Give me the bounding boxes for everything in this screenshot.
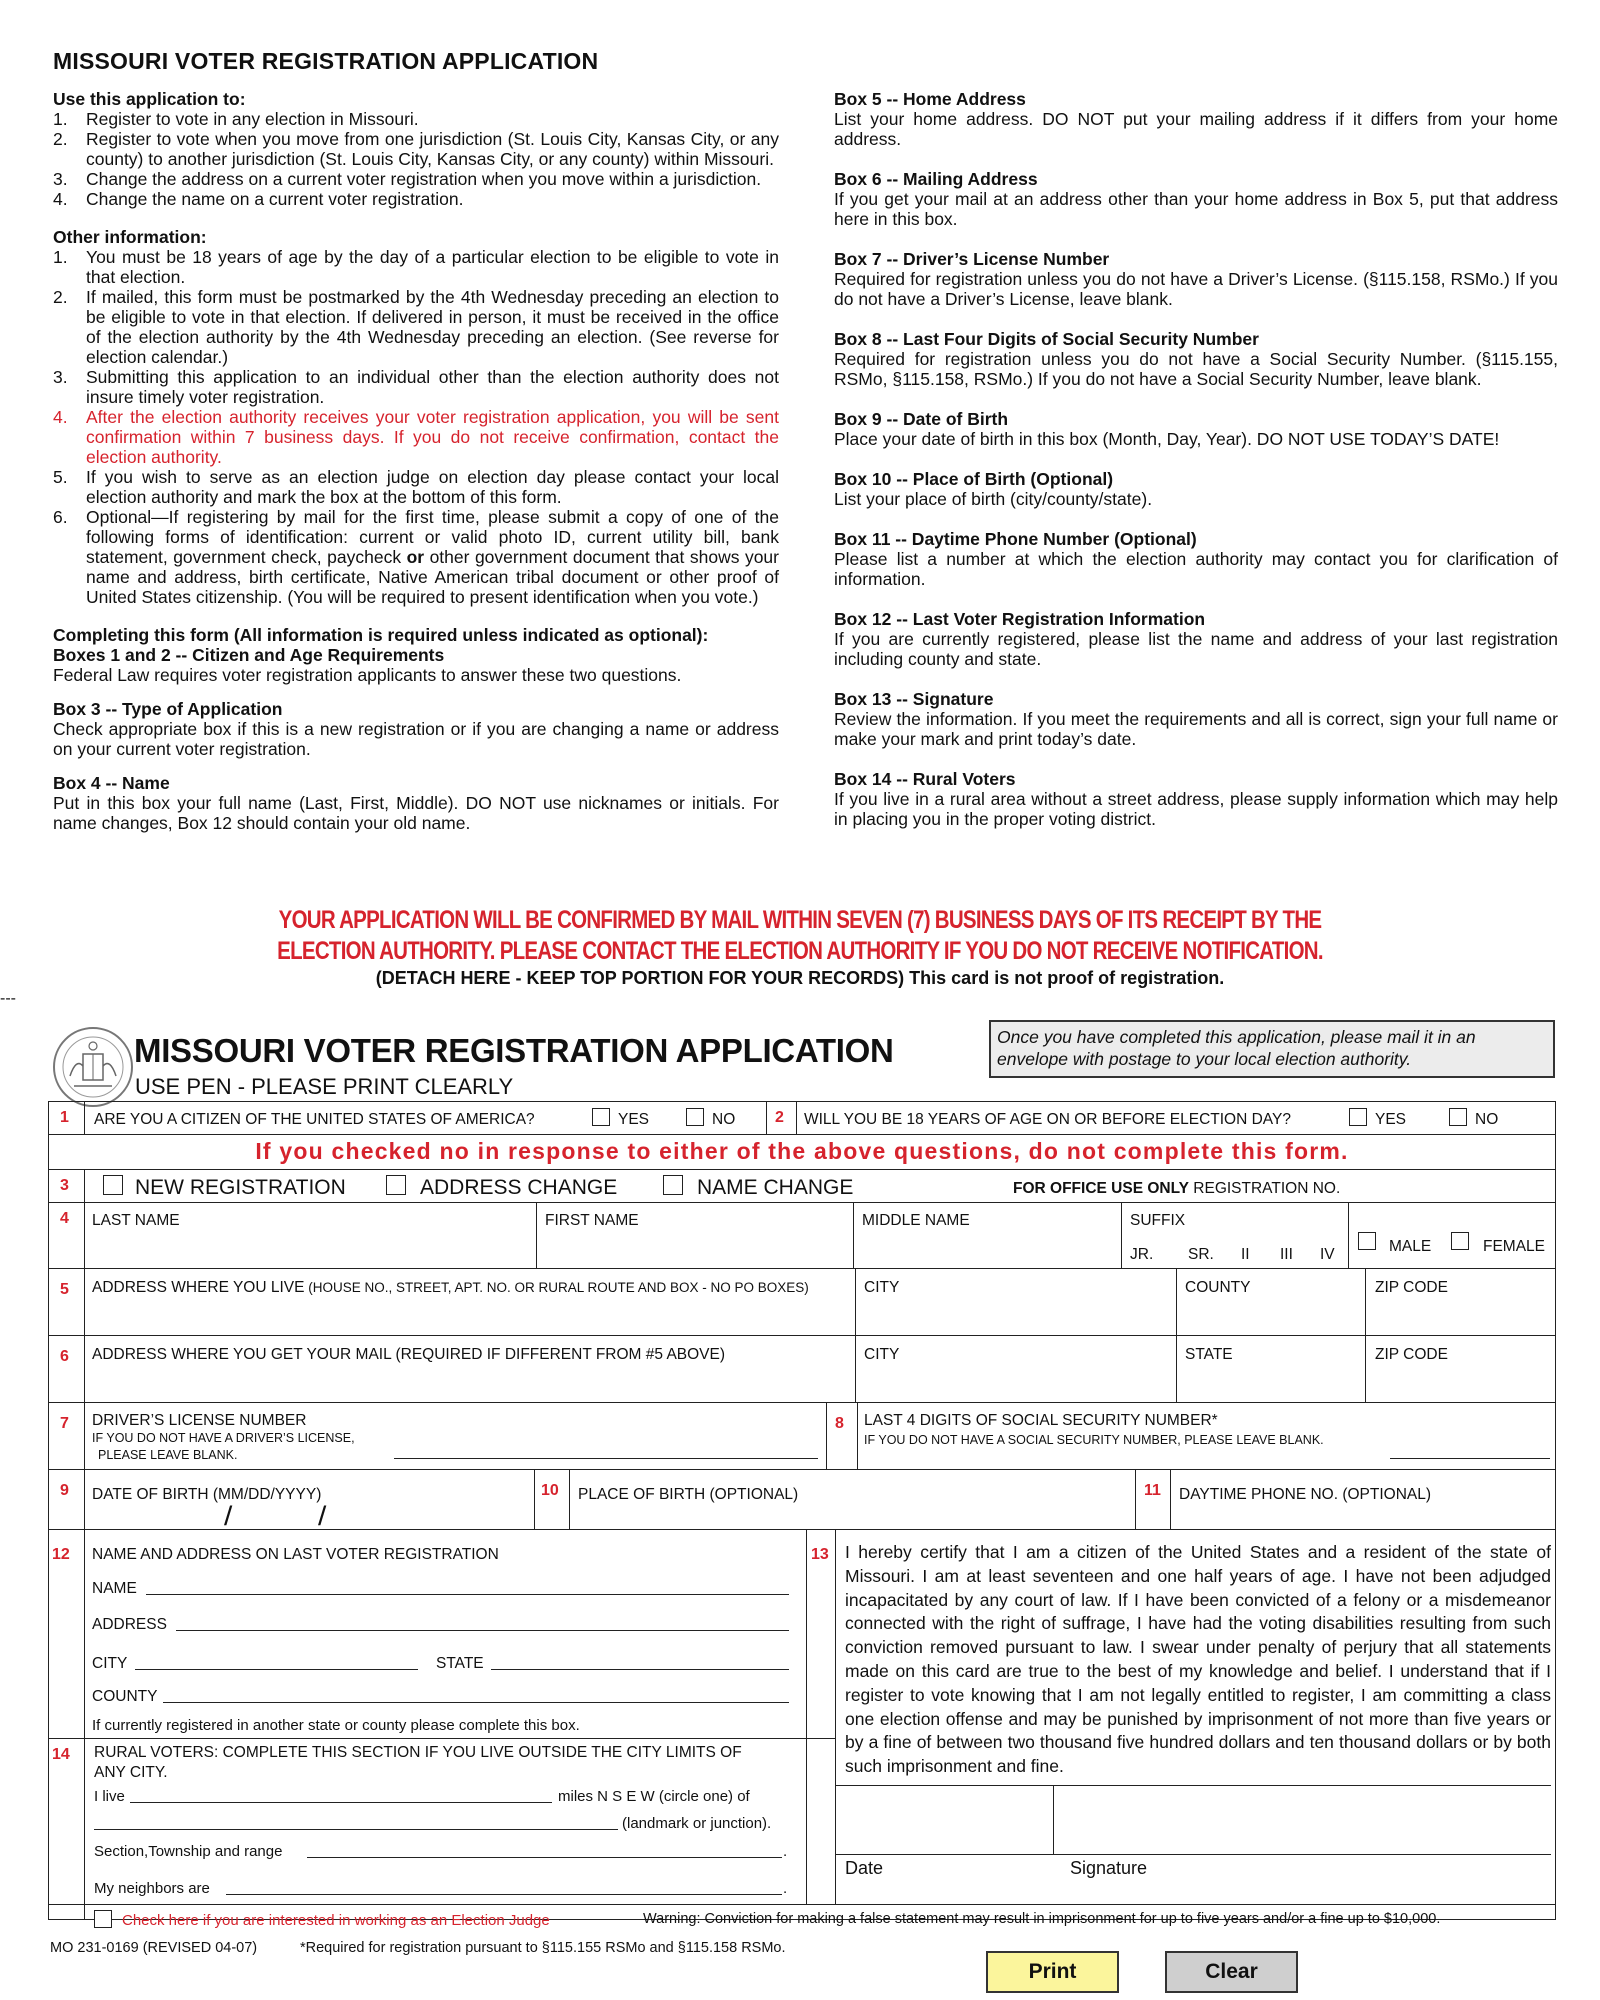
box-9-number: 9	[60, 1482, 69, 1499]
use-list-item	[53, 129, 779, 169]
ssn-label: LAST 4 DIGITS OF SOCIAL SECURITY NUMBER*	[864, 1412, 1218, 1429]
age-yes-label: YES	[1375, 1111, 1407, 1128]
notice-line-1: YOUR APPLICATION WILL BE CONFIRMED BY MAIL WITHIN SEVEN (7) BUSINESS DAYS OF ITS RECEIPT BY THE	[278, 906, 1322, 934]
miles-direction-label: miles N S E W (circle one) of	[558, 1788, 750, 1805]
last-reg-state-line[interactable]	[491, 1669, 789, 1670]
age-no-checkbox[interactable]	[1449, 1108, 1467, 1126]
place-of-birth-label: PLACE OF BIRTH (OPTIONAL)	[578, 1486, 799, 1503]
neighbors-period: .	[783, 1880, 788, 1897]
box-instruction-text: Review the information. If you meet the requirements and all is correct, sign your full name or make your mark and print today’s date.	[834, 709, 1558, 749]
other-heading: Other information:	[53, 227, 207, 247]
instructions-title: MISSOURI VOTER REGISTRATION APPLICATION	[53, 48, 599, 74]
new-registration-label: NEW REGISTRATION	[135, 1176, 346, 1199]
mailing-city-label: CITY	[864, 1346, 900, 1363]
box-instruction-heading: Box 10 -- Place of Birth (Optional)	[834, 469, 1114, 489]
female-checkbox[interactable]	[1451, 1232, 1469, 1250]
box-instruction-text: Please list a number at which the election authority may contact you for clarification of information.	[834, 549, 1558, 589]
use-item-number: 4.	[53, 189, 68, 209]
use-item-text: Change the name on a current voter registration.	[86, 189, 464, 209]
box-instruction	[834, 169, 1558, 229]
date-field[interactable]	[837, 1786, 1052, 1854]
box-3-number: 3	[60, 1177, 69, 1194]
box-instruction-text: If you live in a rural area without a street address, please supply information which may help in placing you in the proper voting district.	[834, 789, 1558, 829]
last-reg-note: If currently registered in another state or county please complete this box.	[92, 1717, 580, 1734]
box-instruction-text: If you get your mail at an address other than your home address in Box 5, put that address here in this box.	[834, 189, 1558, 229]
last-reg-name-label: NAME	[92, 1580, 137, 1597]
other-item-text: If you wish to serve as an election judge on election day please contact your local election authority and mark the box at the bottom of this form.	[86, 467, 779, 507]
home-zip-label: ZIP CODE	[1375, 1279, 1448, 1296]
citizen-no-label: NO	[712, 1111, 736, 1128]
office-use-bold: FOR OFFICE USE ONLY	[1013, 1180, 1189, 1197]
other-item-text: If mailed, this form must be postmarked by the 4th Wednesday preceding an election to be eligible to vote in that election. If delivered in person, it must be received in the office of the election authority by the 4th Wednesday preceding an election. (See reverse for election calendar.)	[86, 287, 779, 367]
use-item-text: Register to vote when you move from one jurisdiction (St. Louis City, Kansas City, or any county) to another jurisdiction (St. Louis City, Kansas City, or any county) within Missouri.	[86, 129, 779, 169]
box-5-number: 5	[60, 1281, 69, 1298]
notice-line-2: ELECTION AUTHORITY. PLEASE CONTACT THE ELECTION AUTHORITY IF YOU DO NOT RECEIVE NOTIFICATION.	[277, 937, 1323, 965]
box-10-number: 10	[541, 1482, 559, 1499]
i-live-label: I live	[94, 1788, 125, 1805]
box-instruction-text: Check appropriate box if this is a new registration or if you are changing a name or address on your current voter registration.	[53, 719, 779, 759]
citizen-no-checkbox[interactable]	[686, 1108, 704, 1126]
box-instruction-heading: Boxes 1 and 2 -- Citizen and Age Requirements	[53, 645, 445, 665]
suffix-iii[interactable]: III	[1280, 1246, 1293, 1263]
male-label: MALE	[1389, 1238, 1432, 1255]
use-list-item	[53, 189, 779, 209]
box-12-number: 12	[52, 1546, 70, 1563]
suffix-sr[interactable]: SR.	[1188, 1246, 1214, 1263]
box-instruction-text: List your home address. DO NOT put your mailing address if it differs from your home address.	[834, 109, 1558, 149]
box-instruction	[834, 469, 1558, 509]
box-instruction-text: List your place of birth (city/county/state).	[834, 489, 1153, 509]
box-6-number: 6	[60, 1348, 69, 1365]
dob-slash-2: /	[318, 1501, 327, 1532]
box-instruction-heading: Box 4 -- Name	[53, 773, 170, 793]
ssn-note: IF YOU DO NOT HAVE A SOCIAL SECURITY NUMBER, PLEASE LEAVE BLANK.	[864, 1433, 1324, 1447]
other-item-text: After the election authority receives your voter registration application, you will be sent confirmation within 7 business days. If you do not receive confirmation, contact the election authority.	[86, 407, 779, 467]
miles-input-line[interactable]	[130, 1802, 552, 1803]
certification-statement: I hereby certify that I am a citizen of the United States and a resident of the state of Missouri. I am at least seventeen and one half years of age. I have not been adjudged incapacitated by any court of law. If I have been convicted of a felony or a misdemeanor connected with the right of suffrage, I have had the voting disabilities resulting from such conviction removed pursuant to law. I swear under penalty of perjury that all statements made on this card are true to the best of my knowledge and belief. I understand that if I register to vote knowing that I am not legally entitled to register, I am committing a class one election offense and may be punished by imprisonment of not more than five years or by a fine of between two thousand five hundred dollars and ten thousand dollars or by both such imprisonment and fine.	[845, 1542, 1551, 1777]
other-item-number: 4.	[53, 407, 68, 427]
age-no-label: NO	[1475, 1111, 1499, 1128]
box-instruction-text: Required for registration unless you do not have a Social Security Number. (§115.155, RSMo, §115.158, RSMo.) If you do not have a Social Security Number, leave blank.	[834, 349, 1558, 389]
box-7-number: 7	[60, 1415, 69, 1432]
other-item-text: You must be 18 years of age by the day of a particular election to be eligible to vote in that election.	[86, 247, 779, 287]
box-instruction	[834, 529, 1558, 589]
drivers-license-note-1: IF YOU DO NOT HAVE A DRIVER’S LICENSE,	[92, 1431, 355, 1445]
rural-voters-line-1: RURAL VOTERS: COMPLETE THIS SECTION IF YOU LIVE OUTSIDE THE CITY LIMITS OF	[94, 1744, 742, 1761]
election-judge-checkbox[interactable]	[94, 1910, 112, 1928]
section-township-label: Section,Township and range	[94, 1843, 283, 1860]
mail-instructions-note: Once you have completed this application, please mail it in an envelope with postage to your local election authority.	[989, 1020, 1555, 1078]
section-period: .	[783, 1843, 788, 1860]
other-list	[53, 247, 779, 607]
other-item-emphasis: or	[406, 547, 425, 567]
last-registration-label: NAME AND ADDRESS ON LAST VOTER REGISTRATION	[92, 1546, 499, 1563]
form-number: MO 231-0169 (REVISED 04-07)	[50, 1940, 258, 1956]
box-instruction	[834, 769, 1558, 829]
citizen-yes-checkbox[interactable]	[592, 1108, 610, 1126]
box-instruction	[834, 609, 1558, 669]
dob-slash-1: /	[224, 1501, 233, 1532]
other-list-item	[53, 407, 779, 467]
box-instruction-heading: Box 11 -- Daytime Phone Number (Optional)	[834, 529, 1197, 549]
drivers-license-input-line[interactable]	[394, 1458, 818, 1459]
use-item-text: Register to vote in any election in Missouri.	[86, 109, 419, 129]
false-statement-warning: Warning: Conviction for making a false statement may result in imprisonment for up to five years and/or a fine up to $10,000.	[643, 1911, 1441, 1927]
first-name-label: FIRST NAME	[545, 1212, 639, 1229]
name-change-checkbox[interactable]	[663, 1175, 683, 1195]
last-reg-state-label: STATE	[436, 1655, 484, 1672]
box-instruction-heading: Box 6 -- Mailing Address	[834, 169, 1038, 189]
mailing-address-label: ADDRESS WHERE YOU GET YOUR MAIL (REQUIRED IF DIFFERENT FROM #5 ABOVE)	[92, 1346, 726, 1363]
box-instruction-text: Place your date of birth in this box (Month, Day, Year). DO NOT USE TODAY’S DATE!	[834, 429, 1500, 449]
other-list-item	[53, 507, 779, 607]
other-item-text-cont: other government document that shows your name and address, birth certificate, Native American tribal document or other proof of United States citizenship. (You will be required to present identification when you vote.)	[86, 547, 779, 607]
completing-heading: Completing this form (All information is required unless indicated as optional):	[53, 625, 709, 645]
suffix-ii[interactable]: II	[1241, 1246, 1250, 1263]
missouri-seal-icon	[52, 1026, 134, 1108]
office-use-label	[1013, 1180, 1340, 1198]
last-reg-name-line[interactable]	[146, 1594, 789, 1595]
use-item-text: Change the address on a current voter registration when you move within a jurisdiction.	[86, 169, 762, 189]
left-box-descriptions	[53, 645, 779, 833]
box-instruction-text: Required for registration unless you do not have a Driver’s License. (§115.158, RSMo.) If you do not have a Driver’s License, leave blank.	[834, 269, 1558, 309]
other-list-item	[53, 287, 779, 367]
box-instruction	[834, 89, 1558, 149]
detach-dashes: ---	[0, 990, 16, 1007]
other-list-item	[53, 247, 779, 287]
print-button[interactable]: Print	[986, 1951, 1119, 1993]
new-registration-checkbox[interactable]	[103, 1175, 123, 1195]
citizen-yes-label: YES	[618, 1111, 650, 1128]
landmark-label: (landmark or junction).	[622, 1815, 772, 1832]
box-instruction-text: If you are currently registered, please list the name and address of your last registration including county and state.	[834, 629, 1558, 669]
last-reg-address-line[interactable]	[176, 1630, 789, 1631]
box-instruction-text: Federal Law requires voter registration applicants to answer these two questions.	[53, 665, 682, 685]
box-instruction-heading: Box 9 -- Date of Birth	[834, 409, 1009, 429]
last-reg-county-label: COUNTY	[92, 1688, 158, 1705]
last-reg-address-label: ADDRESS	[92, 1616, 167, 1633]
citizen-question: ARE YOU A CITIZEN OF THE UNITED STATES OF AMERICA?	[94, 1111, 535, 1128]
home-address-detail: (HOUSE NO., STREET, APT. NO. OR RURAL ROUTE AND BOX - NO PO BOXES)	[304, 1280, 809, 1295]
date-label: Date	[845, 1858, 884, 1878]
detach-plain: This card is not proof of registration.	[904, 968, 1225, 988]
address-change-checkbox[interactable]	[386, 1175, 406, 1195]
home-county-label: COUNTY	[1185, 1279, 1251, 1296]
citizen-age-warning: If you checked no in response to either of the above questions, do not complete this form.	[255, 1138, 1349, 1164]
box-1-number: 1	[60, 1109, 69, 1126]
section-township-line[interactable]	[307, 1857, 782, 1858]
suffix-label: SUFFIX	[1130, 1212, 1186, 1229]
use-item-number: 3.	[53, 169, 68, 189]
box-instruction	[53, 699, 779, 759]
box-instruction-heading: Box 14 -- Rural Voters	[834, 769, 1016, 789]
clear-button[interactable]: Clear	[1165, 1951, 1298, 1993]
box-instruction-heading: Box 8 -- Last Four Digits of Social Security Number	[834, 329, 1259, 349]
home-city-label: CITY	[864, 1279, 900, 1296]
box-instruction-heading: Box 5 -- Home Address	[834, 89, 1026, 109]
use-list-item	[53, 169, 779, 189]
required-footnote: *Required for registration pursuant to §115.155 RSMo and §115.158 RSMo.	[300, 1940, 786, 1956]
box-instruction-heading: Box 13 -- Signature	[834, 689, 994, 709]
other-item-number: 6.	[53, 507, 68, 527]
mailing-state-label: STATE	[1185, 1346, 1233, 1363]
other-item-text: Optional—If registering by mail for the first time, please submit a copy of one of the following forms of identification: current or valid photo ID, current utility bill, bank statement, government check, paycheck	[86, 507, 779, 567]
last-reg-city-label: CITY	[92, 1655, 128, 1672]
rural-voters-line-2: ANY CITY.	[94, 1764, 168, 1781]
signature-label: Signature	[1070, 1858, 1148, 1878]
use-item-number: 1.	[53, 109, 68, 129]
last-reg-county-line[interactable]	[163, 1702, 789, 1703]
use-item-number: 2.	[53, 129, 68, 149]
use-heading: Use this application to:	[53, 89, 246, 109]
other-item-number: 3.	[53, 367, 68, 387]
box-instruction	[834, 249, 1558, 309]
ssn-input-line[interactable]	[1390, 1458, 1550, 1459]
signature-field[interactable]	[1055, 1786, 1549, 1854]
box-instruction-heading: Box 3 -- Type of Application	[53, 699, 283, 719]
female-label: FEMALE	[1483, 1238, 1546, 1255]
age-question: WILL YOU BE 18 YEARS OF AGE ON OR BEFORE ELECTION DAY?	[804, 1111, 1291, 1128]
registration-no-label: REGISTRATION NO.	[1188, 1180, 1341, 1197]
box-instruction-text: Put in this box your full name (Last, First, Middle). DO NOT use nicknames or initials. For name changes, Box 12 should contain your old name.	[53, 793, 779, 833]
other-item-number: 1.	[53, 247, 68, 267]
box-8-number: 8	[835, 1415, 844, 1432]
date-of-birth-label: DATE OF BIRTH (MM/DD/YYYY)	[92, 1486, 322, 1503]
box-instruction	[53, 773, 779, 833]
male-checkbox[interactable]	[1358, 1232, 1376, 1250]
last-name-label: LAST NAME	[92, 1212, 180, 1229]
last-reg-city-line[interactable]	[135, 1669, 418, 1670]
form-title: MISSOURI VOTER REGISTRATION APPLICATION	[134, 1032, 894, 1069]
box-4-number: 4	[60, 1210, 69, 1227]
other-item-number: 2.	[53, 287, 68, 307]
drivers-license-note-2: PLEASE LEAVE BLANK.	[98, 1448, 238, 1462]
use-list-item	[53, 109, 779, 129]
confirmation-notice	[144, 905, 1456, 967]
name-change-label: NAME CHANGE	[697, 1176, 854, 1199]
box-instruction	[834, 689, 1558, 749]
suffix-iv[interactable]: IV	[1320, 1246, 1335, 1263]
box-11-number: 11	[1144, 1482, 1161, 1499]
other-item-text: Submitting this application to an individual other than the election authority does not insure timely voter registration.	[86, 367, 779, 407]
drivers-license-label: DRIVER’S LICENSE NUMBER	[92, 1412, 307, 1429]
use-list	[53, 109, 779, 209]
box-instruction	[53, 645, 779, 685]
instructions-left-column	[53, 89, 779, 833]
address-change-label: ADDRESS CHANGE	[420, 1176, 618, 1199]
form-subtitle: USE PEN - PLEASE PRINT CLEARLY	[135, 1074, 514, 1099]
election-judge-label: Check here if you are interested in working as an Election Judge	[122, 1912, 550, 1929]
box-instruction-heading: Box 12 -- Last Voter Registration Information	[834, 609, 1206, 629]
box-instruction	[834, 329, 1558, 389]
home-address-main: ADDRESS WHERE YOU LIVE	[92, 1279, 305, 1296]
detach-line	[0, 968, 1600, 989]
other-list-item	[53, 467, 779, 507]
home-address-label	[92, 1279, 809, 1297]
daytime-phone-label: DAYTIME PHONE NO. (OPTIONAL)	[1179, 1486, 1432, 1503]
box-14-number: 14	[52, 1746, 70, 1763]
other-list-item	[53, 367, 779, 407]
instructions-right-column	[834, 89, 1558, 829]
suffix-jr[interactable]: JR.	[1130, 1246, 1154, 1263]
box-13-number: 13	[811, 1546, 829, 1563]
neighbors-label: My neighbors are	[94, 1880, 210, 1897]
detach-bold: (DETACH HERE - KEEP TOP PORTION FOR YOUR RECORDS)	[375, 968, 905, 988]
box-2-number: 2	[775, 1109, 784, 1126]
landmark-input-line[interactable]	[94, 1829, 618, 1830]
neighbors-input-line[interactable]	[226, 1894, 782, 1895]
other-item-number: 5.	[53, 467, 68, 487]
box-instruction	[834, 409, 1558, 449]
middle-name-label: MIDDLE NAME	[862, 1212, 970, 1229]
age-yes-checkbox[interactable]	[1349, 1108, 1367, 1126]
box-instruction-heading: Box 7 -- Driver’s License Number	[834, 249, 1110, 269]
mailing-zip-label: ZIP CODE	[1375, 1346, 1448, 1363]
